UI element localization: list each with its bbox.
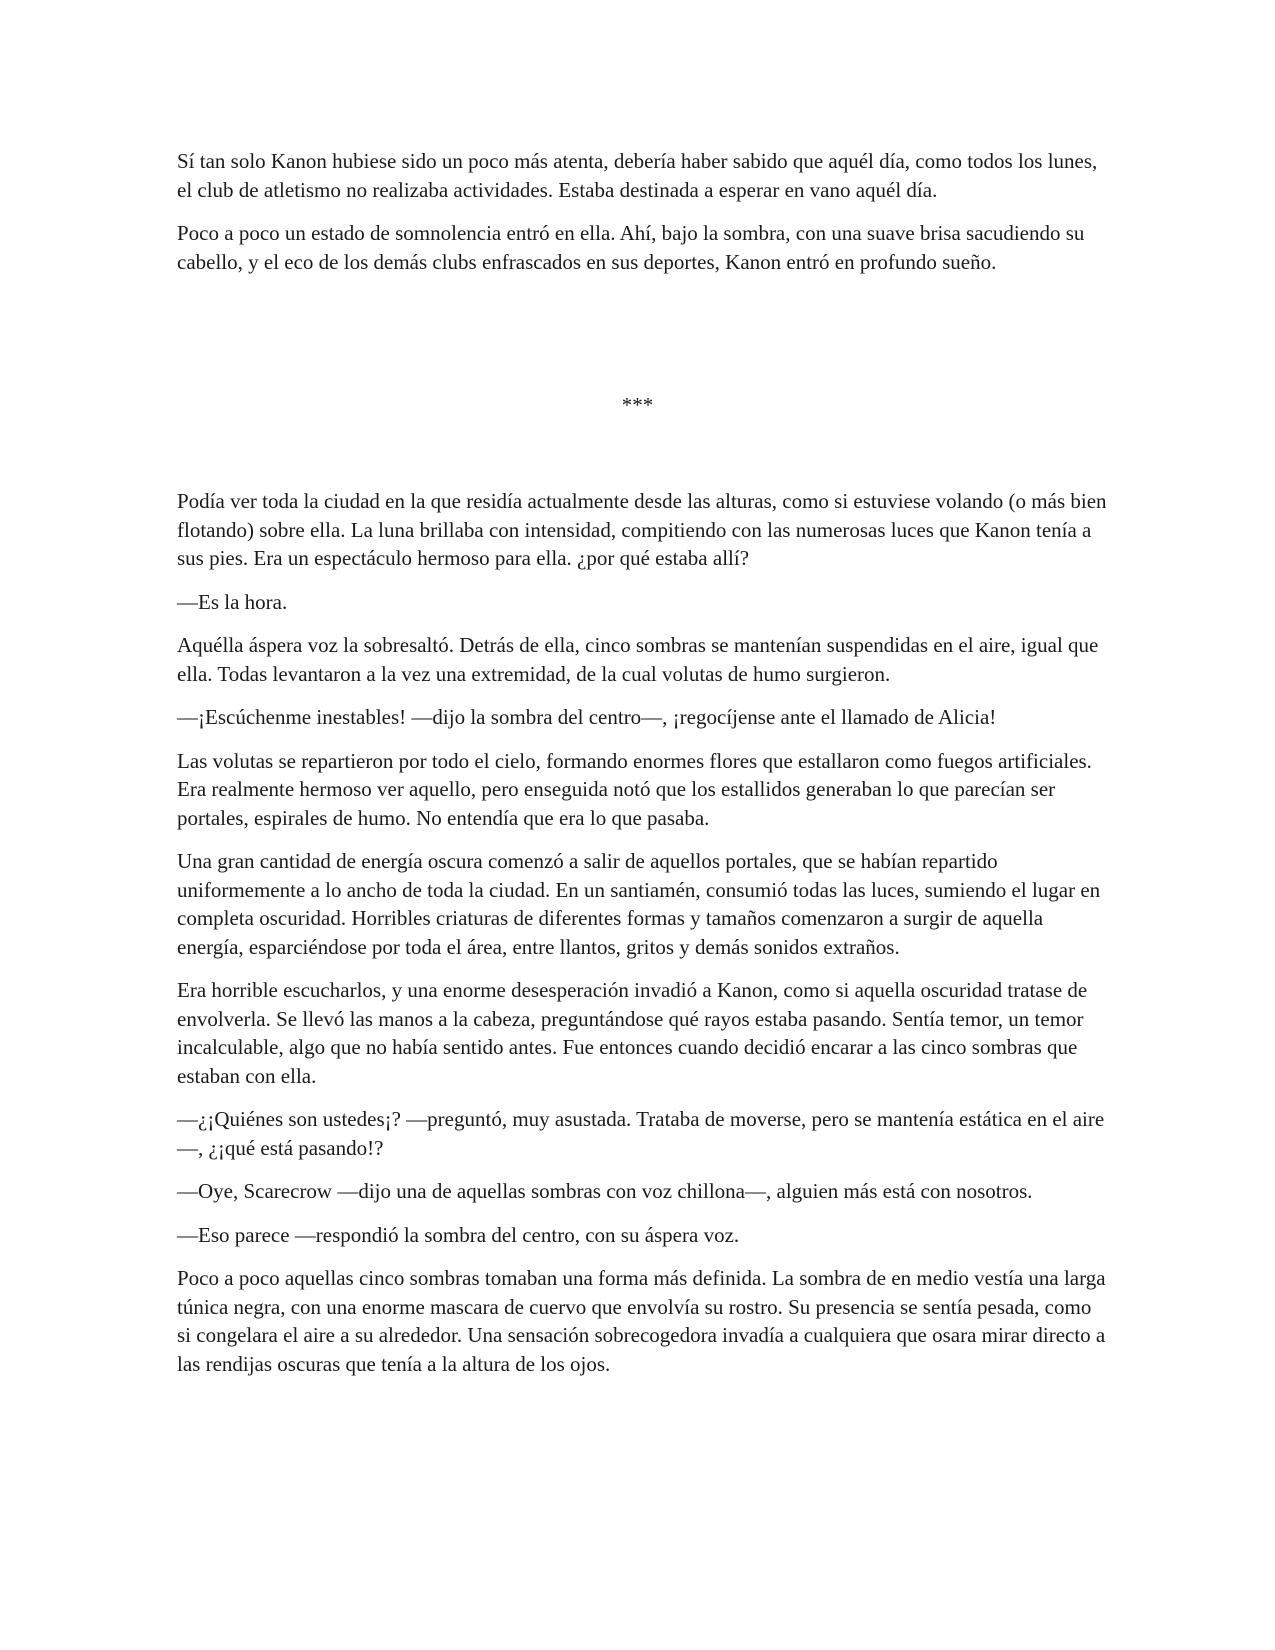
paragraph: Podía ver toda la ciudad en la que residía actualmente desde las alturas, como si estuviese volando (o más bien flotando) sobre ella. La luna brillaba con intensidad, compitiendo con las numerosas luces que Kanon tenía a sus pies. Era un espectáculo hermoso para ella. ¿por qué estaba allí? [177, 489, 1107, 570]
dialogue-line: —¿¡Quiénes son ustedes¡? —preguntó, muy asustada. Trataba de moverse, pero se mantenía estática en el aire—, ¿¡qué está pasando!? [177, 1107, 1105, 1160]
paragraph: Poco a poco un estado de somnolencia entró en ella. Ahí, bajo la sombra, con una suave brisa sacudiendo su cabello, y el eco de los demás clubs enfrascados en sus deportes, Kanon entró en profundo sueño. [177, 221, 1085, 274]
paragraph: Las volutas se repartieron por todo el cielo, formando enormes flores que estallaron como fuegos artificiales. Era realmente hermoso ver aquello, pero enseguida notó que los estallidos generaban lo que parecían ser portales, espirales de humo. No entendía que era lo que pasaba. [177, 748, 1092, 830]
dialogue-line: —Oye, Scarecrow —dijo una de aquellas sombras con voz chillona—, alguien más está con nosotros. [177, 1179, 1033, 1203]
dialogue-line: —Eso parece —respondió la sombra del centro, con su áspera voz. [177, 1222, 740, 1247]
paragraph: Sí tan solo Kanon hubiese sido un poco más atenta, debería haber sabido que aquél día, como todos los lunes, el club de atletismo no realizaba actividades. Estaba destinada a esperar en vano aquél día. [177, 149, 1098, 202]
bottom-section [177, 487, 1107, 1393]
dialogue-line: —Es la hora. [177, 589, 288, 614]
paragraph: Aquélla áspera voz la sobresaltó. Detrás de ella, cinco sombras se mantenían suspendidas en el aire, igual que ella. Todas levantaron a la vez una extremidad, de la cual volutas de humo surgieron. [177, 633, 1099, 686]
dialogue-line: —¡Escúchenme inestables! —dijo la sombra del centro—, ¡regocíjense ante el llamado de Alicia! [177, 705, 997, 729]
section-separator: *** [621, 393, 654, 417]
paragraph: Una gran cantidad de energía oscura comenzó a salir de aquellos portales, que se habían repartido uniformemente a lo ancho de toda la ciudad. En un santiamén, consumió todas las luces, sumiendo el lugar en completa oscuridad. Horribles criaturas de diferentes formas y tamaños comenzaron a surgir de aquella energía, esparciéndose por toda el área, entre llantos, gritos y demás sonidos extraños. [177, 849, 1101, 959]
paragraph: Era horrible escucharlos, y una enorme desesperación invadió a Kanon, como si aquella oscuridad tratase de envolverla. Se llevó las manos a la cabeza, preguntándose qué rayos estaba pasando. Sentía temor, un temor incalculable, algo que no había sentido antes. Fue entonces cuando decidió encarar a las cinco sombras que estaban con ella. [177, 978, 1088, 1088]
paragraph: Poco a poco aquellas cinco sombras tomaban una forma más definida. La sombra de en medio vestía una larga túnica negra, con una enorme mascara de cuervo que envolvía su rostro. Su presencia se sentía pesada, como si congelara el aire a su alrededor. Una sensación sobrecogedora invadía a cualquiera que osara mirar directo a las rendijas oscuras que tenía a la altura de los ojos. [177, 1266, 1106, 1376]
top-section [177, 147, 1107, 291]
